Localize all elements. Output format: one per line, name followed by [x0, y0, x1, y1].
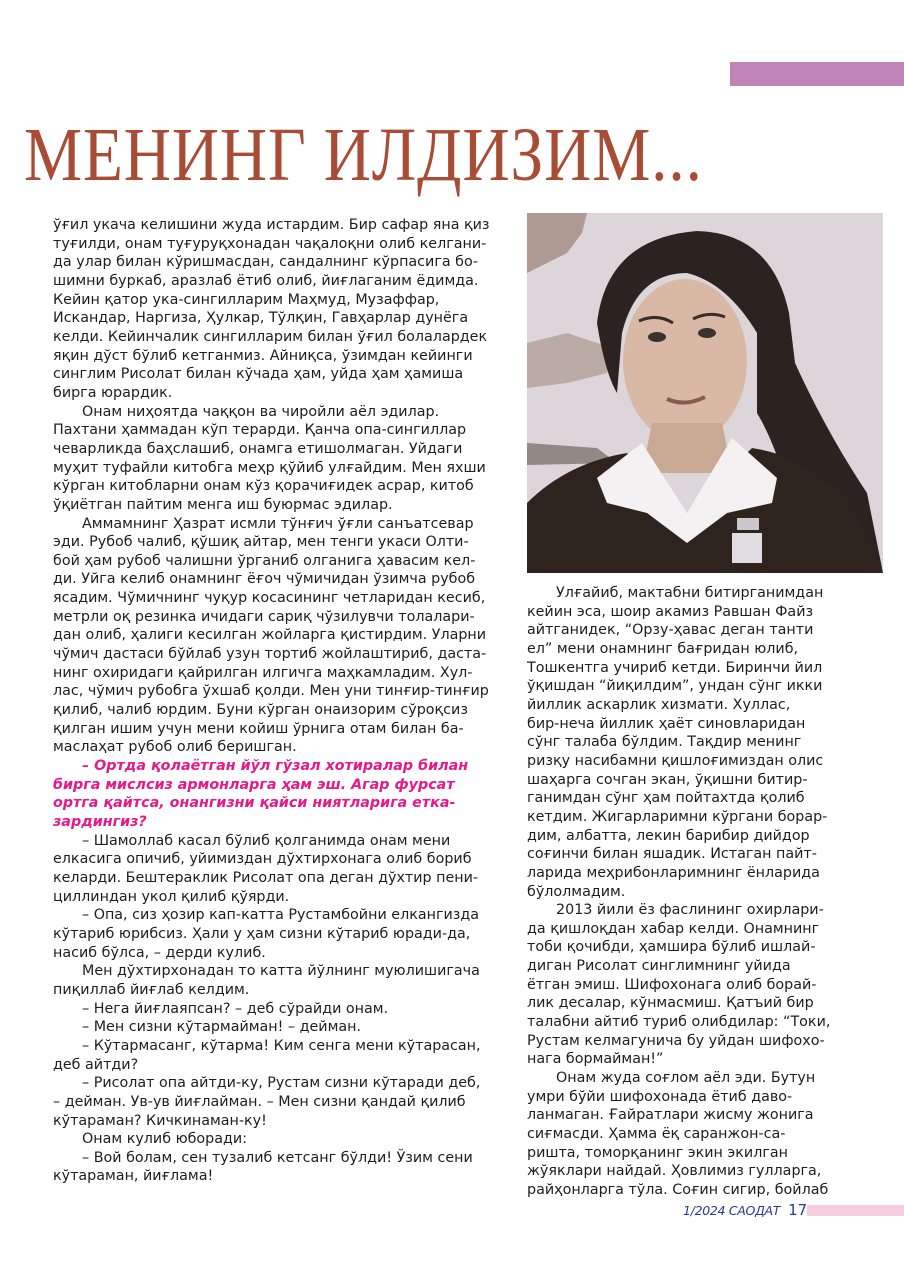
text-line: кўрган китобларни онам кўз қорачиғидек асрар, китоб — [53, 478, 474, 495]
text-line: – дейман. Ув-ув йиғлайман. – Мен сизни қандай қилиб — [53, 1093, 466, 1110]
interview-question-line: зардингиз? — [53, 814, 147, 830]
page-number: 17 — [788, 1201, 808, 1219]
page-footer — [683, 1201, 807, 1219]
text-line: кетдим. Жигарларимни кўргани борар- — [527, 808, 828, 825]
text-line: бой ҳам рубоб чалишни ўрганиб олганига ҳавасим кел- — [53, 552, 476, 569]
text-line: дан олиб, ҳалиги кесилган жойларга қистирдим. Уларни — [53, 627, 487, 644]
text-line: – Рисолат опа айтди-ку, Рустам сизни кўтаради деб, — [82, 1075, 481, 1092]
text-line: шимни буркаб, аразлаб ётиб олиб, йиғлаганим ёдимда. — [53, 272, 479, 289]
text-line: лас, чўмич рубобга ўхшаб қолди. Мен уни тинғир-тинғир — [53, 683, 489, 700]
portrait-photo — [527, 213, 883, 573]
text-line: диган Рисолат синглимнинг уйида — [527, 958, 791, 975]
interview-question-line: ортга қайтса, онангизни қайси ниятларига етка- — [53, 795, 456, 812]
text-line: деб айтди? — [53, 1056, 139, 1073]
text-line: қилган ишим учун мени койиш ўрнига отам билан ба- — [53, 720, 464, 737]
text-line: жўяклари найдай. Ҳовлимиз гулларга, — [527, 1163, 822, 1180]
text-line: – Шамоллаб касал бўлиб қолганимда онам мени — [82, 832, 451, 849]
text-line: – Кўтармасанг, кўтарма! Ким сенга мени кўтарасан, — [82, 1037, 481, 1054]
text-line: тоби қочибди, ҳамшира бўлиб ишлай- — [527, 939, 816, 956]
text-line: дим, албатта, лекин барибир дийдор — [527, 827, 810, 844]
text-line: соғинчи билан яшадик. Истаган пайт- — [527, 846, 817, 863]
text-line: да улар билан кўришмасдан, сандалнинг кўрпасига бо- — [53, 254, 478, 271]
text-line: Рустам келмагунича бу уйдан шифохо- — [527, 1032, 825, 1049]
text-line: насиб бўлса, – дерди кулиб. — [53, 944, 266, 961]
text-line: циллиндан укол қилиб қўярди. — [53, 888, 290, 905]
text-line: сиғмасди. Ҳамма ёқ саранжон-са- — [527, 1126, 786, 1143]
text-line: нинг охиридаги қайрилган илгичга маҳкамладим. Хул- — [53, 664, 473, 681]
text-line: ганимдан сўнг ҳам пойтахтда қолиб — [527, 790, 805, 807]
text-line: Пахтани ҳаммадан кўп терарди. Қанча опа-сингиллар — [53, 422, 467, 439]
text-line: синглим Рисолат билан кўчада ҳам, уйда ҳам ҳамиша — [53, 366, 464, 383]
text-line: ўғил укача келишини жуда истардим. Бир сафар яна қиз — [53, 217, 490, 233]
text-line: ди. Уйга келиб онамнинг ёғоч чўмичидан ўзимча рубоб — [53, 571, 476, 588]
text-line: ризқу насибамни қишлоғимиздан олис — [527, 752, 824, 769]
text-line: муҳит туфайли китобга меҳр қўйиб улғайдим. Мен яхши — [53, 459, 486, 476]
text-line: йиллик аскарлик хизмати. Хуллас, — [527, 696, 791, 713]
text-line: 2013 йили ёз фаслининг охирлари- — [556, 902, 824, 919]
text-line: кўтараман, йиғлама! — [53, 1168, 214, 1185]
text-line: метрли оқ резинка ичидаги сариқ чўзилувчи толалари- — [53, 608, 475, 625]
text-line: нага бормайман!” — [527, 1051, 664, 1068]
text-line: кейин эса, шоир акамиз Равшан Файз — [527, 603, 814, 620]
text-line: қилиб, чалиб юрдим. Буни кўрган онаизорим сўроқсиз — [53, 702, 468, 719]
left-text-column — [53, 216, 498, 1186]
text-line: – Вой болам, сен тузалиб кетсанг бўлди! Ўзим сени — [82, 1149, 473, 1166]
issue-label: 1/2024 САОДАТ — [683, 1202, 781, 1218]
portrait-illustration — [527, 213, 883, 573]
text-line: келарди. Бештераклик Рисолат опа деган дўхтир пени- — [53, 869, 479, 886]
text-line: пиқиллаб йиғлаб келдим. — [53, 981, 250, 998]
right-text-column — [527, 584, 862, 1200]
footer-accent-bar — [807, 1205, 904, 1216]
text-line: Искандар, Наргиза, Ҳулкар, Тўлқин, Гавҳарлар дунёга — [53, 310, 469, 327]
text-line: талабни айтиб туриб олибдилар: “Токи, — [527, 1014, 831, 1031]
text-line: Тошкентга учириб кетди. Биринчи йил — [527, 659, 823, 676]
text-line: чеварликда баҳслашиб, онамга етишолмаган. Уйдаги — [53, 440, 463, 457]
text-line: – Опа, сиз ҳозир кап-катта Рустамбойни елкангизда — [82, 907, 480, 924]
text-line: Аммамнинг Ҳазрат исмли тўнғич ўғли санъатсевар — [82, 515, 474, 532]
text-line: кўтариб юрибсиз. Ҳали у ҳам сизни кўтариб юради-да, — [53, 925, 471, 942]
text-line: – Мен сизни кўтармайман! – дейман. — [82, 1019, 362, 1036]
text-line: маслаҳат рубоб олиб беришган. — [53, 739, 297, 756]
text-line: бир-неча йиллик ҳаёт синовларидан — [527, 715, 806, 732]
text-line: райҳонларга тўла. Соғин сигир, бойлаб — [527, 1182, 829, 1198]
article-title: МЕНИНГ ИЛДИЗИМ... — [24, 113, 703, 197]
text-line: ясадим. Чўмичнинг чуқур косасининг четларидан кесиб, — [53, 590, 486, 607]
text-line: сўнг талаба бўлдим. Тақдир менинг — [527, 734, 802, 751]
text-line: туғилди, онам туғуруқхонадан чақалоқни олиб келгани- — [53, 235, 487, 252]
text-line: да қишлоқдан хабар келди. Онамнинг — [527, 920, 820, 937]
text-line: ланмаган. Ғайратлари жисму жонига — [527, 1107, 814, 1124]
text-line: ел” мени онамнинг бағридан юлиб, — [527, 640, 799, 657]
text-line: ётган эмиш. Шифохонага олиб борай- — [527, 976, 817, 993]
text-line: ришта, томорқанинг экин экилган — [527, 1144, 788, 1161]
text-line: эди. Рубоб чалиб, қўшиқ айтар, мен тенги укаси Олти- — [53, 534, 469, 551]
text-line: яқин дўст бўлиб кетганмиз. Айниқса, ўзимдан кейинги — [53, 347, 473, 364]
text-line: Улғайиб, мактабни битирганимдан — [556, 585, 824, 601]
text-line: шаҳарга сочган экан, ўқишни битир- — [527, 771, 808, 788]
text-line: чўмич дастаси бўйлаб узун тортиб жойлаштириб, даста- — [53, 646, 487, 663]
text-line: елкасига опичиб, уйимиздан дўхтирхонага олиб бориб — [53, 851, 472, 868]
text-line: бўлолмадим. — [527, 883, 626, 900]
interview-question-line: – Ортда қолаётган йўл гўзал хотиралар билан — [82, 758, 469, 775]
text-line: айтганидек, “Орзу-ҳавас деган танти — [527, 622, 814, 639]
text-line: бирга юрардик. — [53, 384, 173, 401]
text-line: лик десалар, кўнмасмиш. Қатъий бир — [527, 995, 814, 1012]
text-line: Онам жуда соғлом аёл эди. Бутун — [556, 1070, 816, 1087]
text-line: Кейин қатор ука-сингилларим Маҳмуд, Музаффар, — [53, 291, 440, 308]
text-line: – Нега йиғлаяпсан? – деб сўрайди онам. — [82, 1000, 389, 1017]
text-line: Онам ниҳоятда чаққон ва чиройли аёл эдилар. — [82, 403, 440, 420]
interview-question-line: бирга мислсиз армонларга ҳам эш. Агар фурсат — [53, 776, 455, 793]
text-line: кўтараман? Кичкинаман-ку! — [53, 1112, 267, 1129]
text-line: ўқиётган пайтим менга иш буюрмас эдилар. — [53, 496, 393, 513]
text-line: ларида меҳрибонларимнинг ёнларида — [527, 864, 820, 881]
text-line: ўқишдан “йиқилдим”, ундан сўнг икки — [527, 678, 823, 695]
text-line: Мен дўхтирхонадан то катта йўлнинг муюлишигача — [82, 963, 480, 980]
text-line: умри бўйи шифохонада ётиб даво- — [527, 1088, 793, 1105]
text-line: Онам кулиб юборади: — [82, 1131, 248, 1148]
header-accent-bar — [730, 62, 904, 86]
text-line: келди. Кейинчалик сингилларим билан ўғил болалардек — [53, 328, 488, 345]
